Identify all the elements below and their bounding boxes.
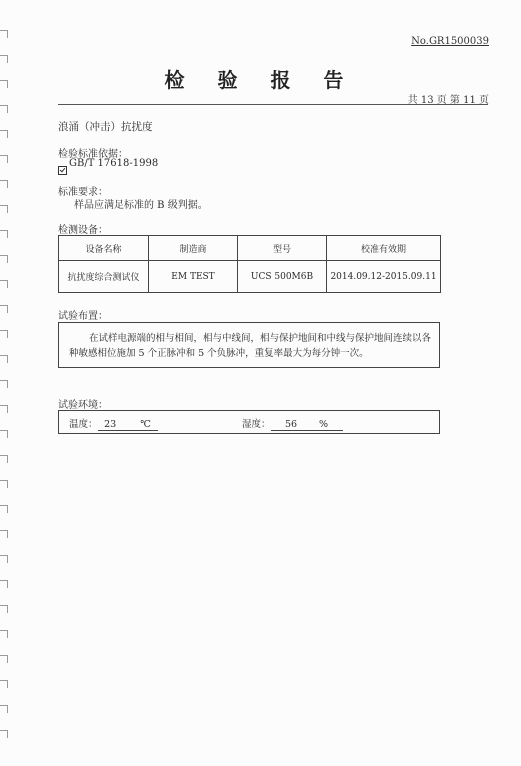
report-number-prefix: No.	[411, 36, 429, 47]
binding-mark	[0, 105, 8, 113]
binding-mark	[0, 580, 8, 588]
equipment-table	[58, 235, 441, 293]
standard-label: 检验标准依据：	[58, 149, 128, 160]
binding-mark	[0, 605, 8, 613]
table-cell: 2014.09.12-2015.09.11	[327, 261, 441, 293]
binding-mark	[0, 480, 8, 488]
temperature-number: 23	[104, 419, 117, 430]
humidity	[242, 416, 343, 431]
binding-mark	[0, 555, 8, 563]
report-number-value: GR1500039	[428, 36, 489, 47]
binding-mark	[0, 330, 8, 338]
binding-mark	[0, 130, 8, 138]
table-cell: 抗扰度综合测试仪	[59, 261, 149, 293]
binding-mark	[0, 180, 8, 188]
environment-label: 试验环境：	[58, 400, 108, 411]
table-header-cell: 设备名称	[59, 236, 149, 261]
binding-mark	[0, 30, 8, 38]
binding-mark	[0, 55, 8, 63]
binding-mark	[0, 305, 8, 313]
binding-mark	[0, 255, 8, 263]
requirement-text: 样品应满足标准的 B 级判据。	[74, 200, 208, 211]
table-header-cell: 制造商	[149, 236, 238, 261]
standard-code: GB/T 17618-1998	[69, 158, 159, 169]
table-cell: UCS 500M6B	[238, 261, 327, 293]
binding-mark	[0, 405, 8, 413]
temperature-label: 温度：	[69, 419, 98, 430]
humidity-number: 56	[284, 419, 298, 430]
binding-mark	[0, 630, 8, 638]
temperature-unit: ℃	[140, 419, 151, 430]
binding-marks	[0, 30, 8, 760]
binding-mark	[0, 355, 8, 363]
binding-mark	[0, 205, 8, 213]
table-header-cell: 校准有效期	[327, 236, 441, 261]
binding-mark	[0, 430, 8, 438]
binding-mark	[0, 230, 8, 238]
layout-text: 在试样电源端的相与相间，相与中线间，相与保护地间和中线与保护地间连续以各种敏感相位施加 5 个正脉冲和 5 个负脉冲，重复率最大为每分钟一次。	[69, 333, 432, 359]
binding-mark	[0, 530, 8, 538]
report-title: 检 验 报 告	[164, 68, 357, 92]
humidity-unit: %	[319, 419, 329, 430]
binding-mark	[0, 155, 8, 163]
binding-mark	[0, 730, 8, 738]
binding-mark	[0, 455, 8, 463]
test-name: 浪涌（冲击）抗扰度	[58, 121, 153, 133]
humidity-value	[271, 420, 343, 431]
binding-mark	[0, 380, 8, 388]
equipment-label: 检测设备：	[58, 225, 108, 236]
temperature	[69, 416, 158, 431]
table-header-cell: 型号	[238, 236, 327, 261]
table-cell: EM TEST	[149, 261, 238, 293]
report-number	[411, 36, 489, 47]
page-info: 共 13 页 第 11 页	[407, 95, 489, 106]
header-divider	[58, 104, 488, 105]
binding-mark	[0, 705, 8, 713]
binding-mark	[0, 655, 8, 663]
layout-box	[58, 322, 440, 368]
table-row	[59, 261, 441, 293]
humidity-label: 湿度：	[242, 419, 271, 430]
binding-mark	[0, 280, 8, 288]
checked-checkbox-icon	[58, 166, 67, 175]
binding-mark	[0, 505, 8, 513]
table-header-row	[59, 236, 441, 261]
layout-label: 试验布置：	[58, 311, 108, 322]
environment-box	[58, 410, 440, 434]
binding-mark	[0, 680, 8, 688]
standard-item	[58, 158, 158, 175]
requirement-label: 标准要求：	[58, 187, 108, 198]
temperature-value	[98, 420, 158, 431]
